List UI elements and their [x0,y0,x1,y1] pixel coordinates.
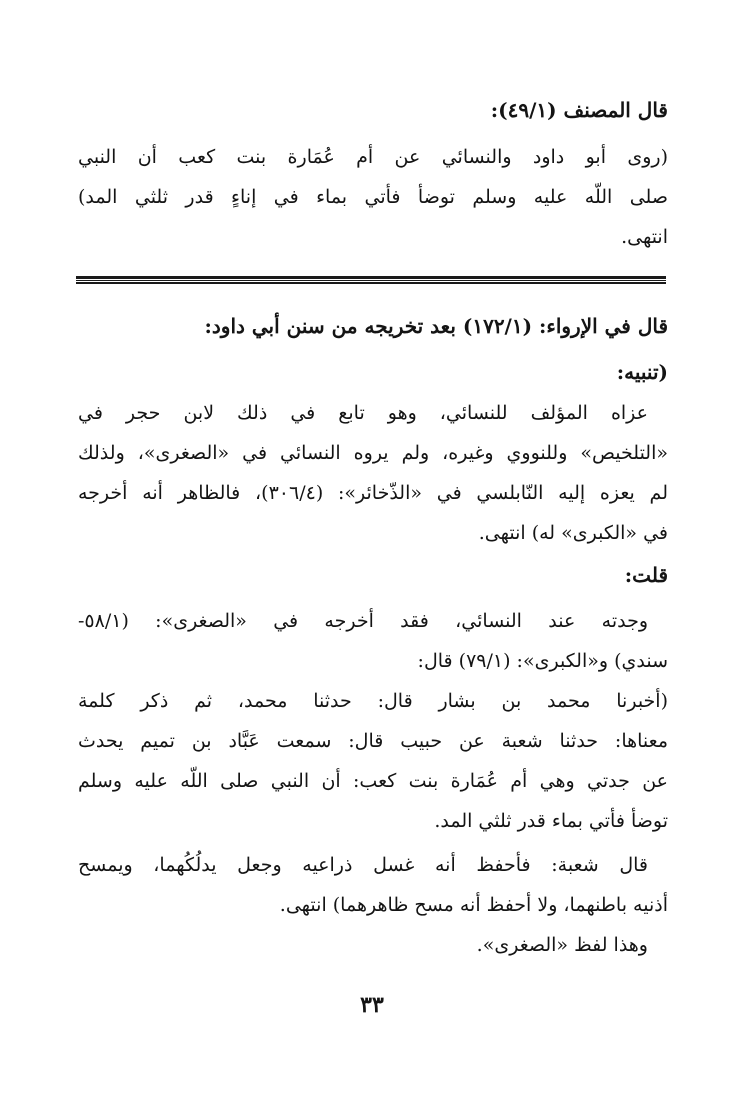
section3-line-8: أذنيه باطنهما، ولا أحفظ أنه مسح ظاهرهما) انتهى. [279,894,668,916]
section3-line-5: عن جدتي وهي أم عُمَارة بنت كعب: أن النبي صلى اللّه عليه وسلم [78,770,668,792]
section3-line-9: وهذا لفظ «الصغرى». [476,934,648,956]
section1-line-1: (روى أبو داود والنسائي عن أم عُمَارة بنت كعب أن النبي [78,146,668,168]
section2-heading: قال في الإرواء: (١٧٢/١) بعد تخريجه من سنن أبي داود: [204,314,668,338]
section3-line-7: قال شعبة: فأحفظ أنه غسل ذراعيه وجعل يدلُكُهما، ويمسح [78,854,648,876]
section1-heading: قال المصنف (٤٩/١): [490,98,668,122]
section2-subheading: (تنبيه: [616,360,668,384]
section3-line-4: معناها: حدثنا شعبة عن حبيب قال: سمعت عَبَّاد بن تميم يحدث [78,730,668,752]
section2-line-1: عزاه المؤلف للنسائي، وهو تابع في ذلك لابن حجر في [78,402,648,424]
section-divider [76,276,666,284]
section3-line-6: توضأ فأتي بماء قدر ثلثي المد. [434,810,668,832]
section2-line-2: «التلخيص» وللنووي وغيره، ولم يروه النسائي في «الصغرى»، ولذلك [78,442,668,464]
section2-line-3: لم يعزه إليه النّابلسي في «الذّخائر»: (٣٠٦/٤)، فالظاهر أنه أخرجه [78,482,668,504]
section3-heading: قلت: [624,563,668,587]
page-number: ٣٣ [360,992,384,1018]
section3-line-1: وجدته عند النسائي، فقد أخرجه في «الصغرى»: (٥٨/١- [78,610,648,632]
section1-line-3: انتهى. [621,226,668,248]
section3-line-2: سندي) و«الكبرى»: (٧٩/١) قال: [417,650,668,672]
section2-line-4: في «الكبرى» له) انتهى. [478,522,668,544]
section1-line-2: صلى اللّه عليه وسلم توضأ فأتي بماء في إناءٍ قدر ثلثي المد) [78,186,668,208]
section3-line-3: (أخبرنا محمد بن بشار قال: حدثنا محمد، ثم ذكر كلمة [78,690,668,712]
